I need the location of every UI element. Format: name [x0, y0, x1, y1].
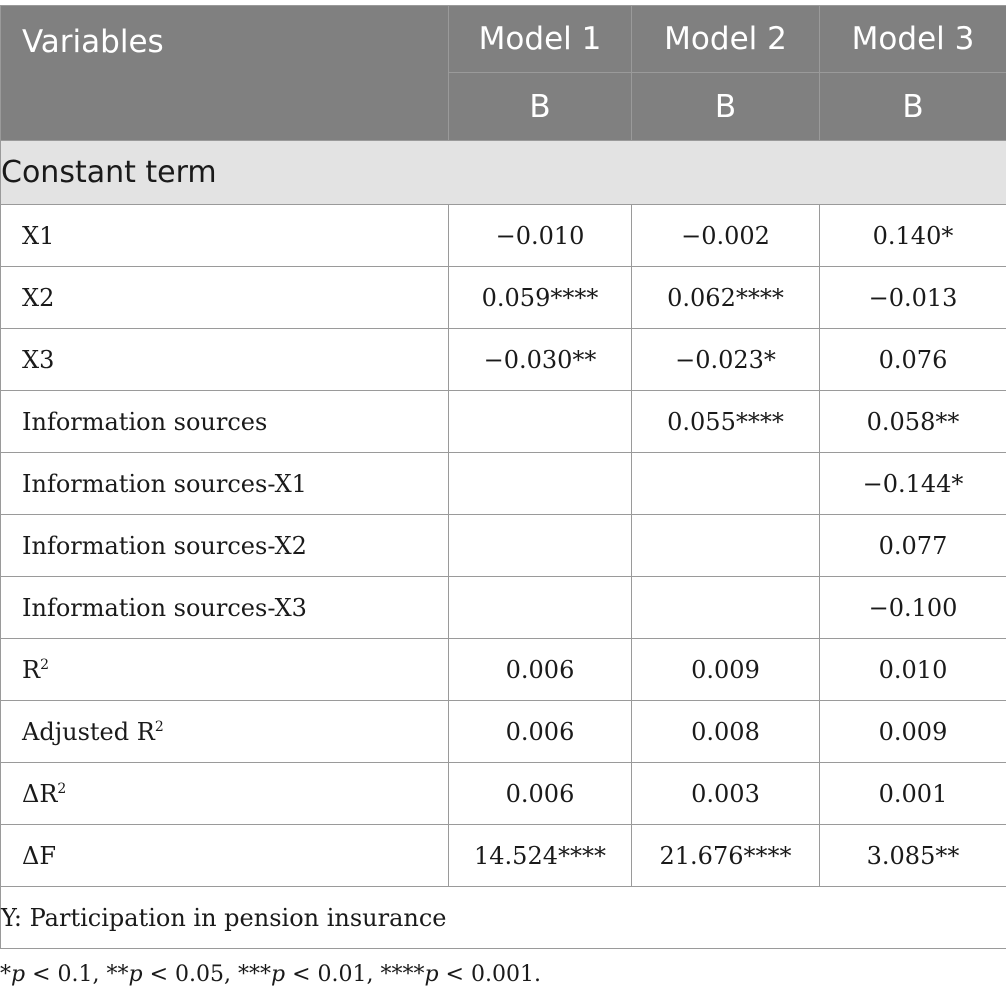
cell-value: −0.002 [632, 205, 820, 267]
cell-value: 0.076 [820, 329, 1006, 391]
label-superscript: 2 [57, 780, 67, 797]
footnote-threshold: < 0.05, [142, 962, 238, 987]
regression-table [0, 5, 1006, 949]
footnote-threshold: < 0.01, [285, 962, 381, 987]
cell-value: 0.003 [632, 763, 820, 825]
cell-value: 21.676**** [632, 825, 820, 887]
label-superscript: 2 [154, 718, 164, 735]
cell-value: 0.008 [632, 701, 820, 763]
cell-value: 0.062**** [632, 267, 820, 329]
fit-row-adjusted-r2 [1, 701, 1006, 763]
label-superscript: 2 [40, 656, 49, 673]
cell-value: 0.058** [820, 391, 1006, 453]
cell-value: 0.077 [820, 515, 1006, 577]
cell-value [632, 515, 820, 577]
cell-value: −0.010 [449, 205, 632, 267]
table-row [1, 515, 1006, 577]
cell-value [449, 515, 632, 577]
row-label: Information sources [1, 391, 449, 453]
cell-value: 0.009 [632, 639, 820, 701]
header-variables: Variables [1, 6, 449, 141]
cell-value: 0.006 [449, 639, 632, 701]
header-row-models [1, 6, 1006, 73]
footnote-threshold: < 0.001. [438, 962, 541, 987]
label-main: R [22, 655, 41, 684]
footnote-p: p [11, 962, 26, 987]
cell-value: 0.006 [449, 701, 632, 763]
label-main: Adjusted R [22, 717, 155, 746]
row-label: Information sources-X3 [1, 577, 449, 639]
dependent-variable-row [1, 887, 1006, 949]
table-row [1, 577, 1006, 639]
row-label: X2 [1, 267, 449, 329]
fit-row-r2 [1, 639, 1006, 701]
cell-value: 0.010 [820, 639, 1006, 701]
header-b-2: B [632, 73, 820, 141]
fit-row-delta-r2 [1, 763, 1006, 825]
cell-value: −0.013 [820, 267, 1006, 329]
row-label: Information sources-X1 [1, 453, 449, 515]
footnote-p: p [424, 962, 439, 987]
label-main: ΔF [22, 841, 56, 870]
header-b-1: B [449, 73, 632, 141]
footnote-p: p [270, 962, 286, 987]
row-label [1, 825, 449, 887]
cell-value: 0.006 [449, 763, 632, 825]
cell-value [632, 453, 820, 515]
row-label: X1 [1, 205, 449, 267]
row-label: Information sources-X2 [1, 515, 449, 577]
fit-row-delta-f [1, 825, 1006, 887]
table-row [1, 267, 1006, 329]
dependent-variable-label: Y: Participation in pension insurance [1, 887, 1006, 949]
footnote-threshold: < 0.1, [25, 962, 107, 987]
cell-value: 3.085** [820, 825, 1006, 887]
table-row [1, 391, 1006, 453]
footnote-stars: * [0, 962, 11, 987]
header-b-3: B [820, 73, 1006, 141]
cell-value: 14.524**** [449, 825, 632, 887]
cell-value: −0.030** [449, 329, 632, 391]
section-label: Constant term [1, 141, 1006, 205]
header-model-3: Model 3 [820, 6, 1006, 73]
row-label [1, 763, 449, 825]
cell-value: −0.100 [820, 577, 1006, 639]
footnote-stars: ** [106, 962, 129, 987]
cell-value [449, 577, 632, 639]
footnote-stars: **** [380, 962, 425, 987]
cell-value: 0.059**** [449, 267, 632, 329]
cell-value: 0.001 [820, 763, 1006, 825]
section-row [1, 141, 1006, 205]
cell-value [632, 577, 820, 639]
cell-value: 0.140* [820, 205, 1006, 267]
header-model-1: Model 1 [449, 6, 632, 73]
table-row [1, 453, 1006, 515]
table-row [1, 205, 1006, 267]
table-row [1, 329, 1006, 391]
label-main: ΔR [22, 779, 58, 808]
cell-value [449, 391, 632, 453]
significance-footnote [0, 962, 541, 987]
row-label [1, 639, 449, 701]
cell-value: −0.023* [632, 329, 820, 391]
cell-value: 0.009 [820, 701, 1006, 763]
row-label: X3 [1, 329, 449, 391]
cell-value: −0.144* [820, 453, 1006, 515]
row-label [1, 701, 449, 763]
cell-value [449, 453, 632, 515]
footnote-stars: *** [237, 962, 271, 987]
cell-value: 0.055**** [632, 391, 820, 453]
header-model-2: Model 2 [632, 6, 820, 73]
footnote-p: p [128, 962, 143, 987]
